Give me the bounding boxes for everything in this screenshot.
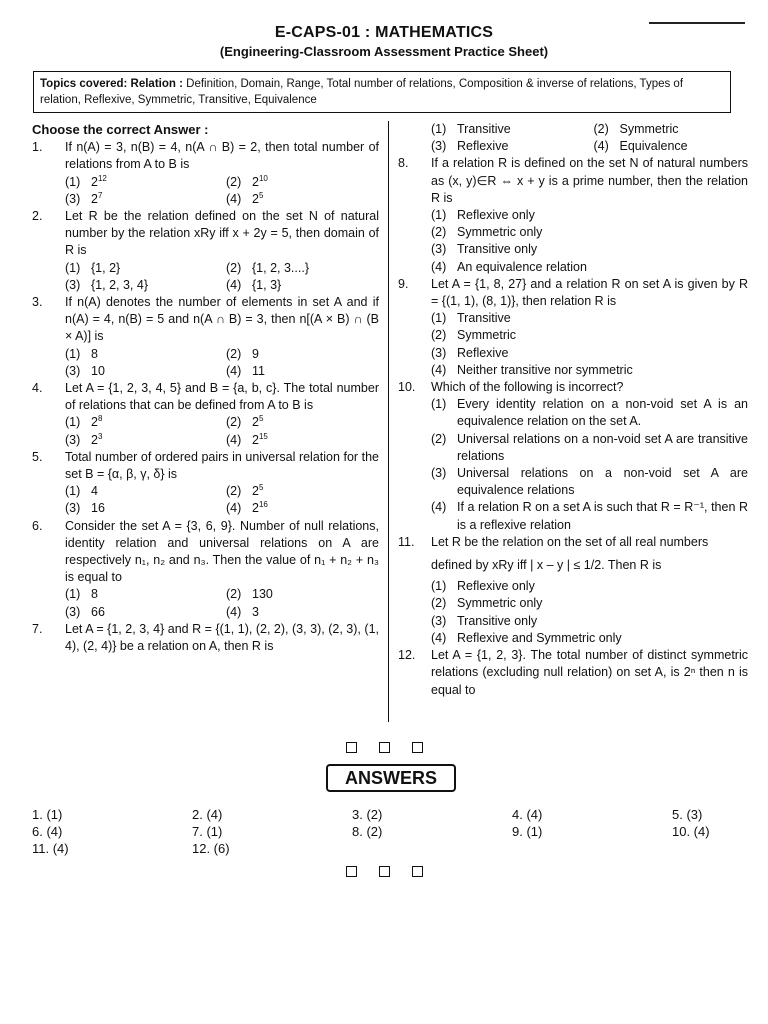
option-3: (3) Reflexive xyxy=(431,139,509,154)
option-4: (4) If a relation R on a set A is such that R = R⁻¹, then R is a reflexive relation xyxy=(431,500,748,532)
option-4: (4) {1, 3} xyxy=(226,277,282,292)
option-2: (2) Symmetric xyxy=(593,122,679,136)
question-11-options xyxy=(398,578,748,647)
right-column xyxy=(398,121,748,699)
question-3 xyxy=(32,294,379,346)
page-subtitle: (Engineering-Classroom Assessment Practice Sheet) xyxy=(219,44,549,59)
question-5 xyxy=(32,449,379,483)
question-text: If n(A) = 3, n(B) = 4, n(A ∩ B) = 2, then total number of relations from A to B is xyxy=(65,140,379,172)
answer-item: 1. (1) xyxy=(32,807,63,822)
answer-item: 5. (3) xyxy=(672,807,703,822)
option-1: (1) $2^{12}$ xyxy=(65,173,107,189)
option-2: (2) Symmetric xyxy=(431,328,517,343)
question-number: 2. xyxy=(32,209,43,224)
option-4: (4) Equivalence xyxy=(593,139,688,154)
option-1: (1) Reflexive only xyxy=(431,579,535,594)
question-number: 8. xyxy=(398,156,409,171)
answer-item: 8. (2) xyxy=(352,824,383,839)
question-12 xyxy=(398,647,748,699)
question-10-options xyxy=(398,396,748,534)
square-icon xyxy=(346,866,357,877)
question-text: If a relation R is defined on the set N of natural numbers as (x, y)∈R ⇔ x + y is a prime number, then the relation R is xyxy=(431,156,748,205)
option-3: (3) Transitive only xyxy=(431,613,538,628)
topics-box xyxy=(33,71,731,113)
option-2: (2) 130 xyxy=(226,587,273,602)
answer-item: 12. (6) xyxy=(192,841,230,856)
answer-item: 2. (4) xyxy=(192,807,223,822)
option-1: (1) Reflexive only xyxy=(431,208,535,223)
question-8-options xyxy=(398,207,748,276)
square-icon xyxy=(379,866,390,877)
option-3: (3) Universal relations on a non-void set A are equivalence relations xyxy=(431,466,748,498)
question-2 xyxy=(32,208,379,260)
option-3: (3) $2^7$ xyxy=(65,190,103,206)
column-divider xyxy=(388,121,389,722)
question-3-options xyxy=(32,346,379,380)
option-1: (1) 8 xyxy=(65,587,98,602)
square-icon xyxy=(412,866,423,877)
question-7 xyxy=(32,621,379,655)
question-number: 12. xyxy=(398,648,416,663)
option-1: (1) Transitive xyxy=(431,122,511,136)
answer-item: 4. (4) xyxy=(512,807,543,822)
question-text: Let A = {1, 8, 27} and a relation R on set A is given by R = {(1, 1), (8, 1)}, then relation R is xyxy=(431,276,748,309)
question-2-options xyxy=(32,260,379,294)
question-text: If n(A) denotes the number of elements in set A and if n(A) = 4, n(B) = 5 and n(A ∩ B) = 3, then n[(A × B) ∩ (B × A)] is xyxy=(65,295,379,344)
option-1: (1) {1, 2} xyxy=(65,260,121,275)
option-4: (4) 11 xyxy=(226,363,265,378)
question-text: Let R be the relation defined on the set N of natural number by the relation xRy iff x + 2y = 5, then domain of R is xyxy=(65,209,379,258)
option-1: (1) Transitive xyxy=(431,311,511,326)
option-1: (1) 8 xyxy=(65,346,98,361)
option-3: (3) 10 xyxy=(65,363,105,378)
square-icon xyxy=(412,742,423,753)
square-icon xyxy=(379,742,390,753)
question-10 xyxy=(398,379,748,396)
question-1-options xyxy=(32,174,379,208)
option-4: (4) $2^{16}$ xyxy=(226,500,268,516)
option-3: (3) 66 xyxy=(65,604,105,619)
option-2: (2) Universal relations on a non-void set A are transitive relations xyxy=(431,431,748,463)
question-text: Total number of ordered pairs in universal relation for the set B = {α, β, γ, δ} is xyxy=(65,449,379,482)
option-2: (2) $2^5$ xyxy=(226,483,264,499)
question-7-options xyxy=(398,121,748,155)
question-number: 9. xyxy=(398,276,409,291)
question-6-options xyxy=(32,586,379,620)
question-text: Which of the following is incorrect? xyxy=(431,380,624,395)
answer-item: 9. (1) xyxy=(512,824,543,839)
option-1: (1) Every identity relation on a non-void set A is an equivalence relation on the set A. xyxy=(431,397,748,429)
question-5-options xyxy=(32,483,379,517)
option-4: (4) 3 xyxy=(226,604,259,619)
option-3: (3) {1, 2, 3, 4} xyxy=(65,277,148,292)
option-4: (4) $2^{15}$ xyxy=(226,431,268,447)
question-11 xyxy=(398,534,748,578)
left-column xyxy=(32,121,379,655)
option-3: (3) Reflexive xyxy=(431,345,509,360)
option-2: (2) $2^5$ xyxy=(226,414,264,430)
topics-text: Definition, Domain, Range, Total number of relations, Composition & inverse of relations, Types of relation, Reflexive, Symmetric, Transitive, Equivalence xyxy=(40,78,684,106)
square-icon xyxy=(346,742,357,753)
option-3: (3) Transitive only xyxy=(431,242,538,257)
option-4: (4) $2^5$ xyxy=(226,190,264,206)
question-text: Let A = {1, 2, 3, 4, 5} and B = {a, b, c}. The total number of relations that can be defined from A to B is xyxy=(65,381,379,413)
question-number: 5. xyxy=(32,449,43,464)
question-text: Let A = {1, 2, 3, 4} and R = {(1, 1), (2, 2), (3, 3), (2, 3), (1, 4), (2, 4)} be a relation on A, then R is xyxy=(65,621,379,654)
divider-squares-bottom xyxy=(0,864,768,882)
question-1 xyxy=(32,139,379,173)
option-2: (2) Symmetric only xyxy=(431,596,543,611)
answer-row xyxy=(32,823,722,840)
topics-label: Topics covered: Relation : xyxy=(40,78,183,90)
question-number: 10. xyxy=(398,380,416,395)
option-2: (2) 9 xyxy=(226,346,259,361)
option-1: (1) $2^8$ xyxy=(65,414,103,430)
question-number: 11. xyxy=(398,534,415,549)
question-number: 4. xyxy=(32,381,43,396)
answer-item: 3. (2) xyxy=(352,807,383,822)
answer-item: 10. (4) xyxy=(672,824,710,839)
question-4-options xyxy=(32,414,379,448)
question-4 xyxy=(32,380,379,414)
option-1: (1) 4 xyxy=(65,484,98,499)
question-text: Let R be the relation on the set of all real numbers defined by xRy iff | x – y | ≤ 1/2. Then R is xyxy=(431,534,709,573)
question-text: Let A = {1, 2, 3}. The total number of distinct symmetric relations (excluding null relation) on set A, is 2ⁿ then n is equal to xyxy=(431,648,748,697)
question-9 xyxy=(398,276,748,310)
question-8 xyxy=(398,155,748,207)
option-4: (4) An equivalence relation xyxy=(431,259,587,274)
answer-row xyxy=(32,806,722,823)
question-number: 7. xyxy=(32,621,43,636)
page-title: E-CAPS-01 : MATHEMATICS xyxy=(274,24,494,41)
option-2: (2) {1, 2, 3....} xyxy=(226,260,309,275)
question-6 xyxy=(32,518,379,587)
question-number: 3. xyxy=(32,295,43,310)
answer-item: 7. (1) xyxy=(192,824,223,839)
option-4: (4) Reflexive and Symmetric only xyxy=(431,630,622,645)
question-number: 1. xyxy=(32,140,43,155)
divider-squares-top xyxy=(0,740,768,758)
answer-item: 6. (4) xyxy=(32,824,63,839)
section-heading: Choose the correct Answer : xyxy=(32,122,209,137)
answer-item: 11. (4) xyxy=(32,841,69,856)
option-3: (3) $2^3$ xyxy=(65,431,103,447)
answers-title: ANSWERS xyxy=(326,764,456,792)
answer-key xyxy=(32,806,722,857)
question-text: Consider the set A = {3, 6, 9}. Number of null relations, identity relation and universal relations on A are respectively n₁, n₂ and n₃. Then the value of n₁ + n₂ + n₃ is equal to xyxy=(65,518,379,585)
option-2: (2) $2^{10}$ xyxy=(226,173,268,189)
question-number: 6. xyxy=(32,518,43,533)
question-9-options xyxy=(398,310,748,379)
option-4: (4) Neither transitive nor symmetric xyxy=(431,362,633,377)
answer-row xyxy=(32,840,722,857)
option-2: (2) Symmetric only xyxy=(431,225,543,240)
option-3: (3) 16 xyxy=(65,501,105,516)
